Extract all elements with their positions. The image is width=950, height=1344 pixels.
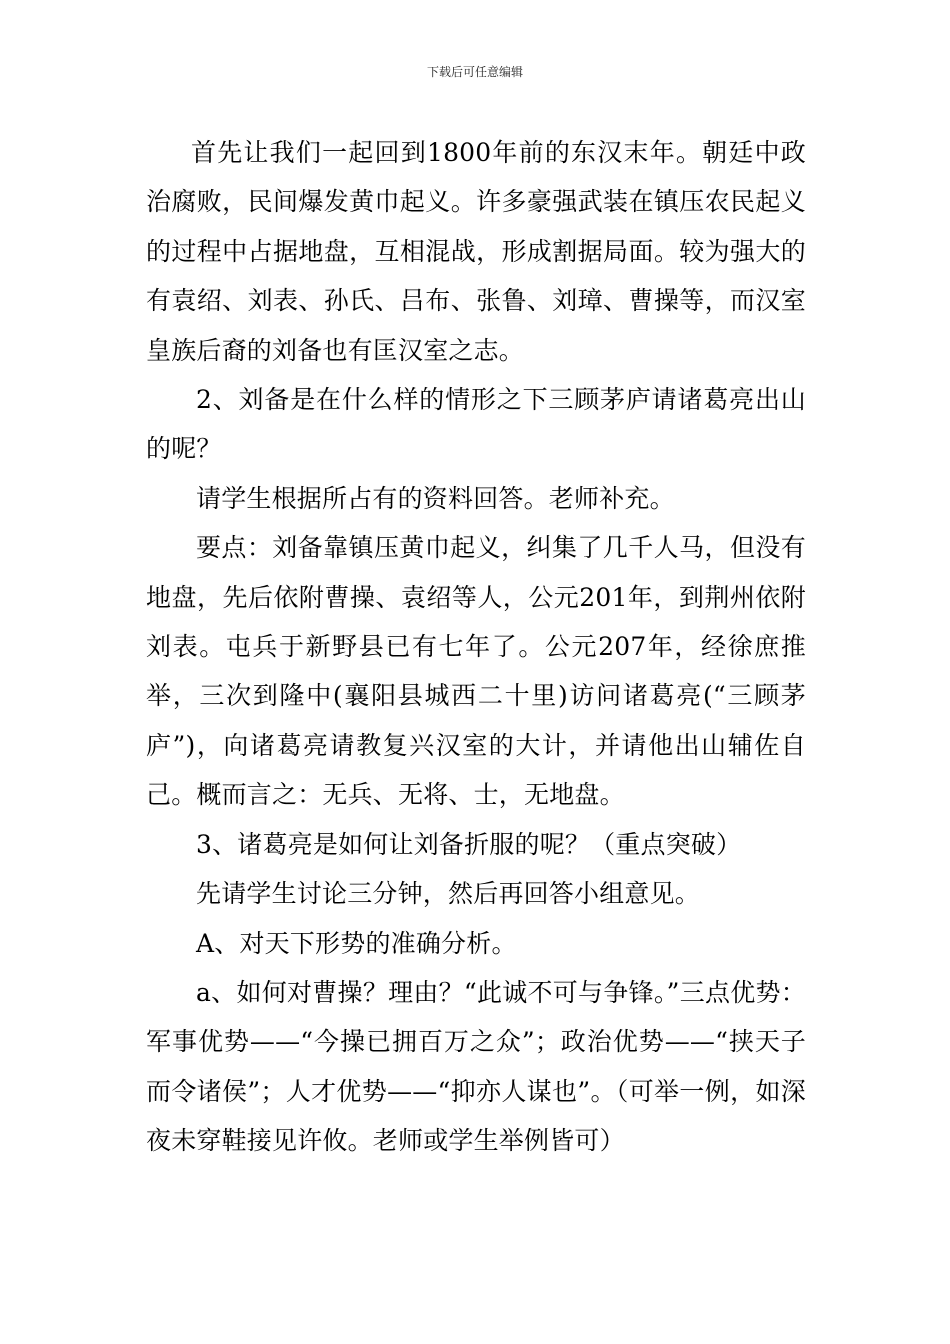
page-header: 下载后可任意编辑 [426,65,523,79]
paragraph-section-a: A、对天下形势的准确分析。 [196,928,517,958]
paragraph-instruction: 请学生根据所占有的资料回答。老师补充。 [196,483,675,513]
paragraph-cao-cao: a、如何对曹操？理由？“此诚不可与争锋。”三点优势：军事优势——“今操已拥百万之众”；政治优势——“挟天子而令诸侯”；人才优势——“抑亦人谋也”。（可举一例，如深夜未穿鞋接见许攸。老师或学生举例皆可） [146,977,806,1156]
paragraph-question-2: 2、刘备是在什么样的情形之下三顾茅庐请诸葛亮出山的呢？ [146,385,806,464]
document-body [146,128,806,1166]
paragraph-intro: 首先让我们一起回到1800年前的东汉末年。朝廷中政治腐败，民间爆发黄巾起义。许多豪强武装在镇压农民起义的过程中占据地盘，互相混战，形成割据局面。较为强大的有袁绍、刘表、孙氏、吕布、张鲁、刘璋、曹操等，而汉室皇族后裔的刘备也有匡汉室之志。 [146,138,806,365]
paragraph-discussion: 先请学生讨论三分钟，然后再回答小组意见。 [196,879,701,909]
paragraph-question-3: 3、诸葛亮是如何让刘备折服的呢？（重点突破） [196,829,742,859]
paragraph-key-points: 要点：刘备靠镇压黄巾起义，纠集了几千人马，但没有地盘，先后依附曹操、袁绍等人，公元201年，到荆州依附刘表。屯兵于新野县已有七年了。公元207年，经徐庶推举，三次到隆中(襄阳县城西二十里)访问诸葛亮(“三顾茅庐”)，向诸葛亮请教复兴汉室的大计，并请他出山辅佐自己。概而言之：无兵、无将、士，无地盘。 [146,533,806,810]
